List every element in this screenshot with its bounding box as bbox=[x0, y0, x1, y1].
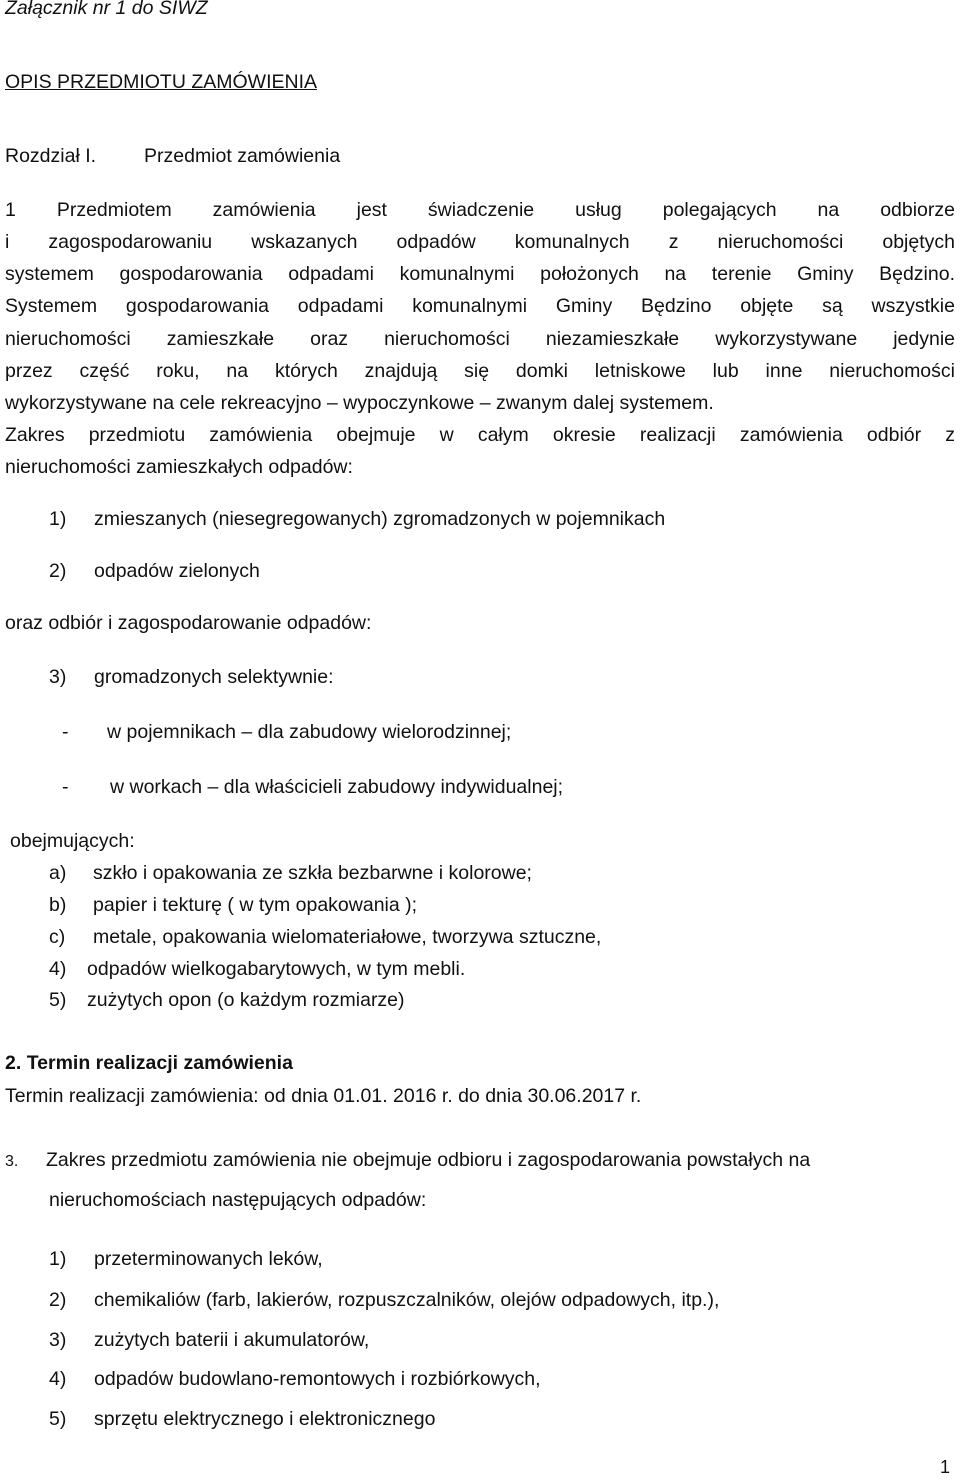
intro-line: oraz odbiór i zagospodarowanie odpadów: bbox=[5, 612, 372, 634]
paragraph-line: nieruchomości zamieszkałe oraz nieruchomości niezamieszkałe wykorzystywane jedynie bbox=[5, 328, 955, 350]
list-text: papier i tekturę ( w tym opakowania ); bbox=[93, 894, 418, 916]
paragraph-line: Zakres przedmiotu zamówienia nie obejmuje odbioru i zagospodarowania powstałych na bbox=[46, 1149, 811, 1171]
list-number: 5) bbox=[49, 989, 67, 1011]
list-text: odpadów wielkogabarytowych, w tym mebli. bbox=[87, 958, 466, 980]
list-number: 1) bbox=[49, 1248, 67, 1270]
list-item bbox=[49, 1328, 370, 1352]
paragraph-line: nieruchomościach następujących odpadów: bbox=[49, 1189, 427, 1211]
list-item bbox=[49, 559, 260, 583]
intro-line: obejmujących: bbox=[10, 830, 135, 852]
section-title: Termin realizacji zamówienia bbox=[26, 1052, 293, 1074]
list-number: b) bbox=[49, 894, 67, 916]
dash-item bbox=[62, 720, 512, 744]
list-number: a) bbox=[49, 862, 67, 884]
list-item bbox=[49, 925, 602, 949]
section-number: 3. bbox=[5, 1153, 19, 1170]
paragraph-line: nieruchomości zamieszkałych odpadów: bbox=[5, 456, 353, 478]
list-item bbox=[49, 1367, 541, 1391]
list-number: 4) bbox=[49, 958, 67, 980]
list-text: metale, opakowania wielomateriałowe, tworzywa sztuczne, bbox=[93, 926, 602, 948]
list-text: gromadzonych selektywnie: bbox=[94, 666, 334, 688]
dash-mark: - bbox=[62, 721, 69, 743]
list-number: 2) bbox=[49, 1289, 67, 1311]
paragraph-line: wykorzystywane na cele rekreacyjno – wypoczynkowe – zwanym dalej systemem. bbox=[5, 392, 714, 414]
list-item bbox=[49, 957, 466, 981]
paragraph-line: Systemem gospodarowania odpadami komunalnymi Gminy Będzino objęte są wszystkie bbox=[5, 295, 955, 317]
list-number: 3) bbox=[49, 666, 67, 688]
dash-mark: - bbox=[62, 776, 69, 798]
paragraph-line: Zakres przedmiotu zamówienia obejmuje w całym okresie realizacji zamówienia odbiór z bbox=[5, 424, 955, 446]
list-number: 1) bbox=[49, 508, 67, 530]
page-number: 1 bbox=[940, 1457, 951, 1477]
list-number: 5) bbox=[49, 1408, 67, 1430]
document-title: OPIS PRZEDMIOTU ZAMÓWIENIA bbox=[5, 71, 318, 93]
list-item bbox=[49, 665, 334, 689]
list-text: sprzętu elektrycznego i elektronicznego bbox=[94, 1408, 436, 1430]
list-item bbox=[49, 893, 418, 917]
dash-text: w pojemnikach – dla zabudowy wielorodzinnej; bbox=[107, 721, 512, 743]
list-text: zużytych baterii i akumulatorów, bbox=[94, 1329, 370, 1351]
term-line: Termin realizacji zamówienia: od dnia 01.01. 2016 r. do dnia 30.06.2017 r. bbox=[5, 1085, 642, 1107]
annex-label: Załącznik nr 1 do SIWZ bbox=[5, 0, 208, 19]
section-number: 2. bbox=[5, 1052, 22, 1074]
paragraph-line: i zagospodarowaniu wskazanych odpadów komunalnych z nieruchomości objętych bbox=[5, 231, 955, 253]
list-number: 3) bbox=[49, 1329, 67, 1351]
list-item bbox=[49, 1407, 436, 1431]
list-text: chemikaliów (farb, lakierów, rozpuszczalników, olejów odpadowych, itp.), bbox=[94, 1289, 720, 1311]
chapter-heading bbox=[5, 144, 341, 168]
section-heading bbox=[5, 1051, 293, 1075]
list-text: odpadów budowlano-remontowych i rozbiórkowych, bbox=[94, 1368, 541, 1390]
list-item bbox=[49, 861, 532, 885]
list-text: szkło i opakowania ze szkła bezbarwne i kolorowe; bbox=[93, 862, 532, 884]
list-text: przeterminowanych leków, bbox=[94, 1248, 323, 1270]
paragraph-line: przez część roku, na których znajdują się domki letniskowe lub inne nieruchomości bbox=[5, 360, 955, 382]
list-item bbox=[49, 1288, 720, 1312]
list-item bbox=[49, 1247, 323, 1271]
list-text: odpadów zielonych bbox=[94, 560, 260, 582]
list-text: zmieszanych (niesegregowanych) zgromadzonych w pojemnikach bbox=[94, 508, 666, 530]
chapter-label: Rozdział I. bbox=[5, 145, 97, 167]
paragraph-line: 1 Przedmiotem zamówienia jest świadczenie usług polegających na odbiorze bbox=[5, 199, 955, 221]
list-number: c) bbox=[49, 926, 66, 948]
list-item bbox=[49, 507, 666, 531]
list-number: 4) bbox=[49, 1368, 67, 1390]
list-item bbox=[49, 988, 405, 1012]
list-text: zużytych opon (o każdym rozmiarze) bbox=[87, 989, 405, 1011]
paragraph-line: systemem gospodarowania odpadami komunalnymi położonych na terenie Gminy Będzino. bbox=[5, 263, 955, 285]
chapter-title: Przedmiot zamówienia bbox=[144, 145, 341, 167]
dash-item bbox=[62, 775, 564, 799]
list-number: 2) bbox=[49, 560, 67, 582]
dash-text: w workach – dla właścicieli zabudowy indywidualnej; bbox=[110, 776, 564, 798]
